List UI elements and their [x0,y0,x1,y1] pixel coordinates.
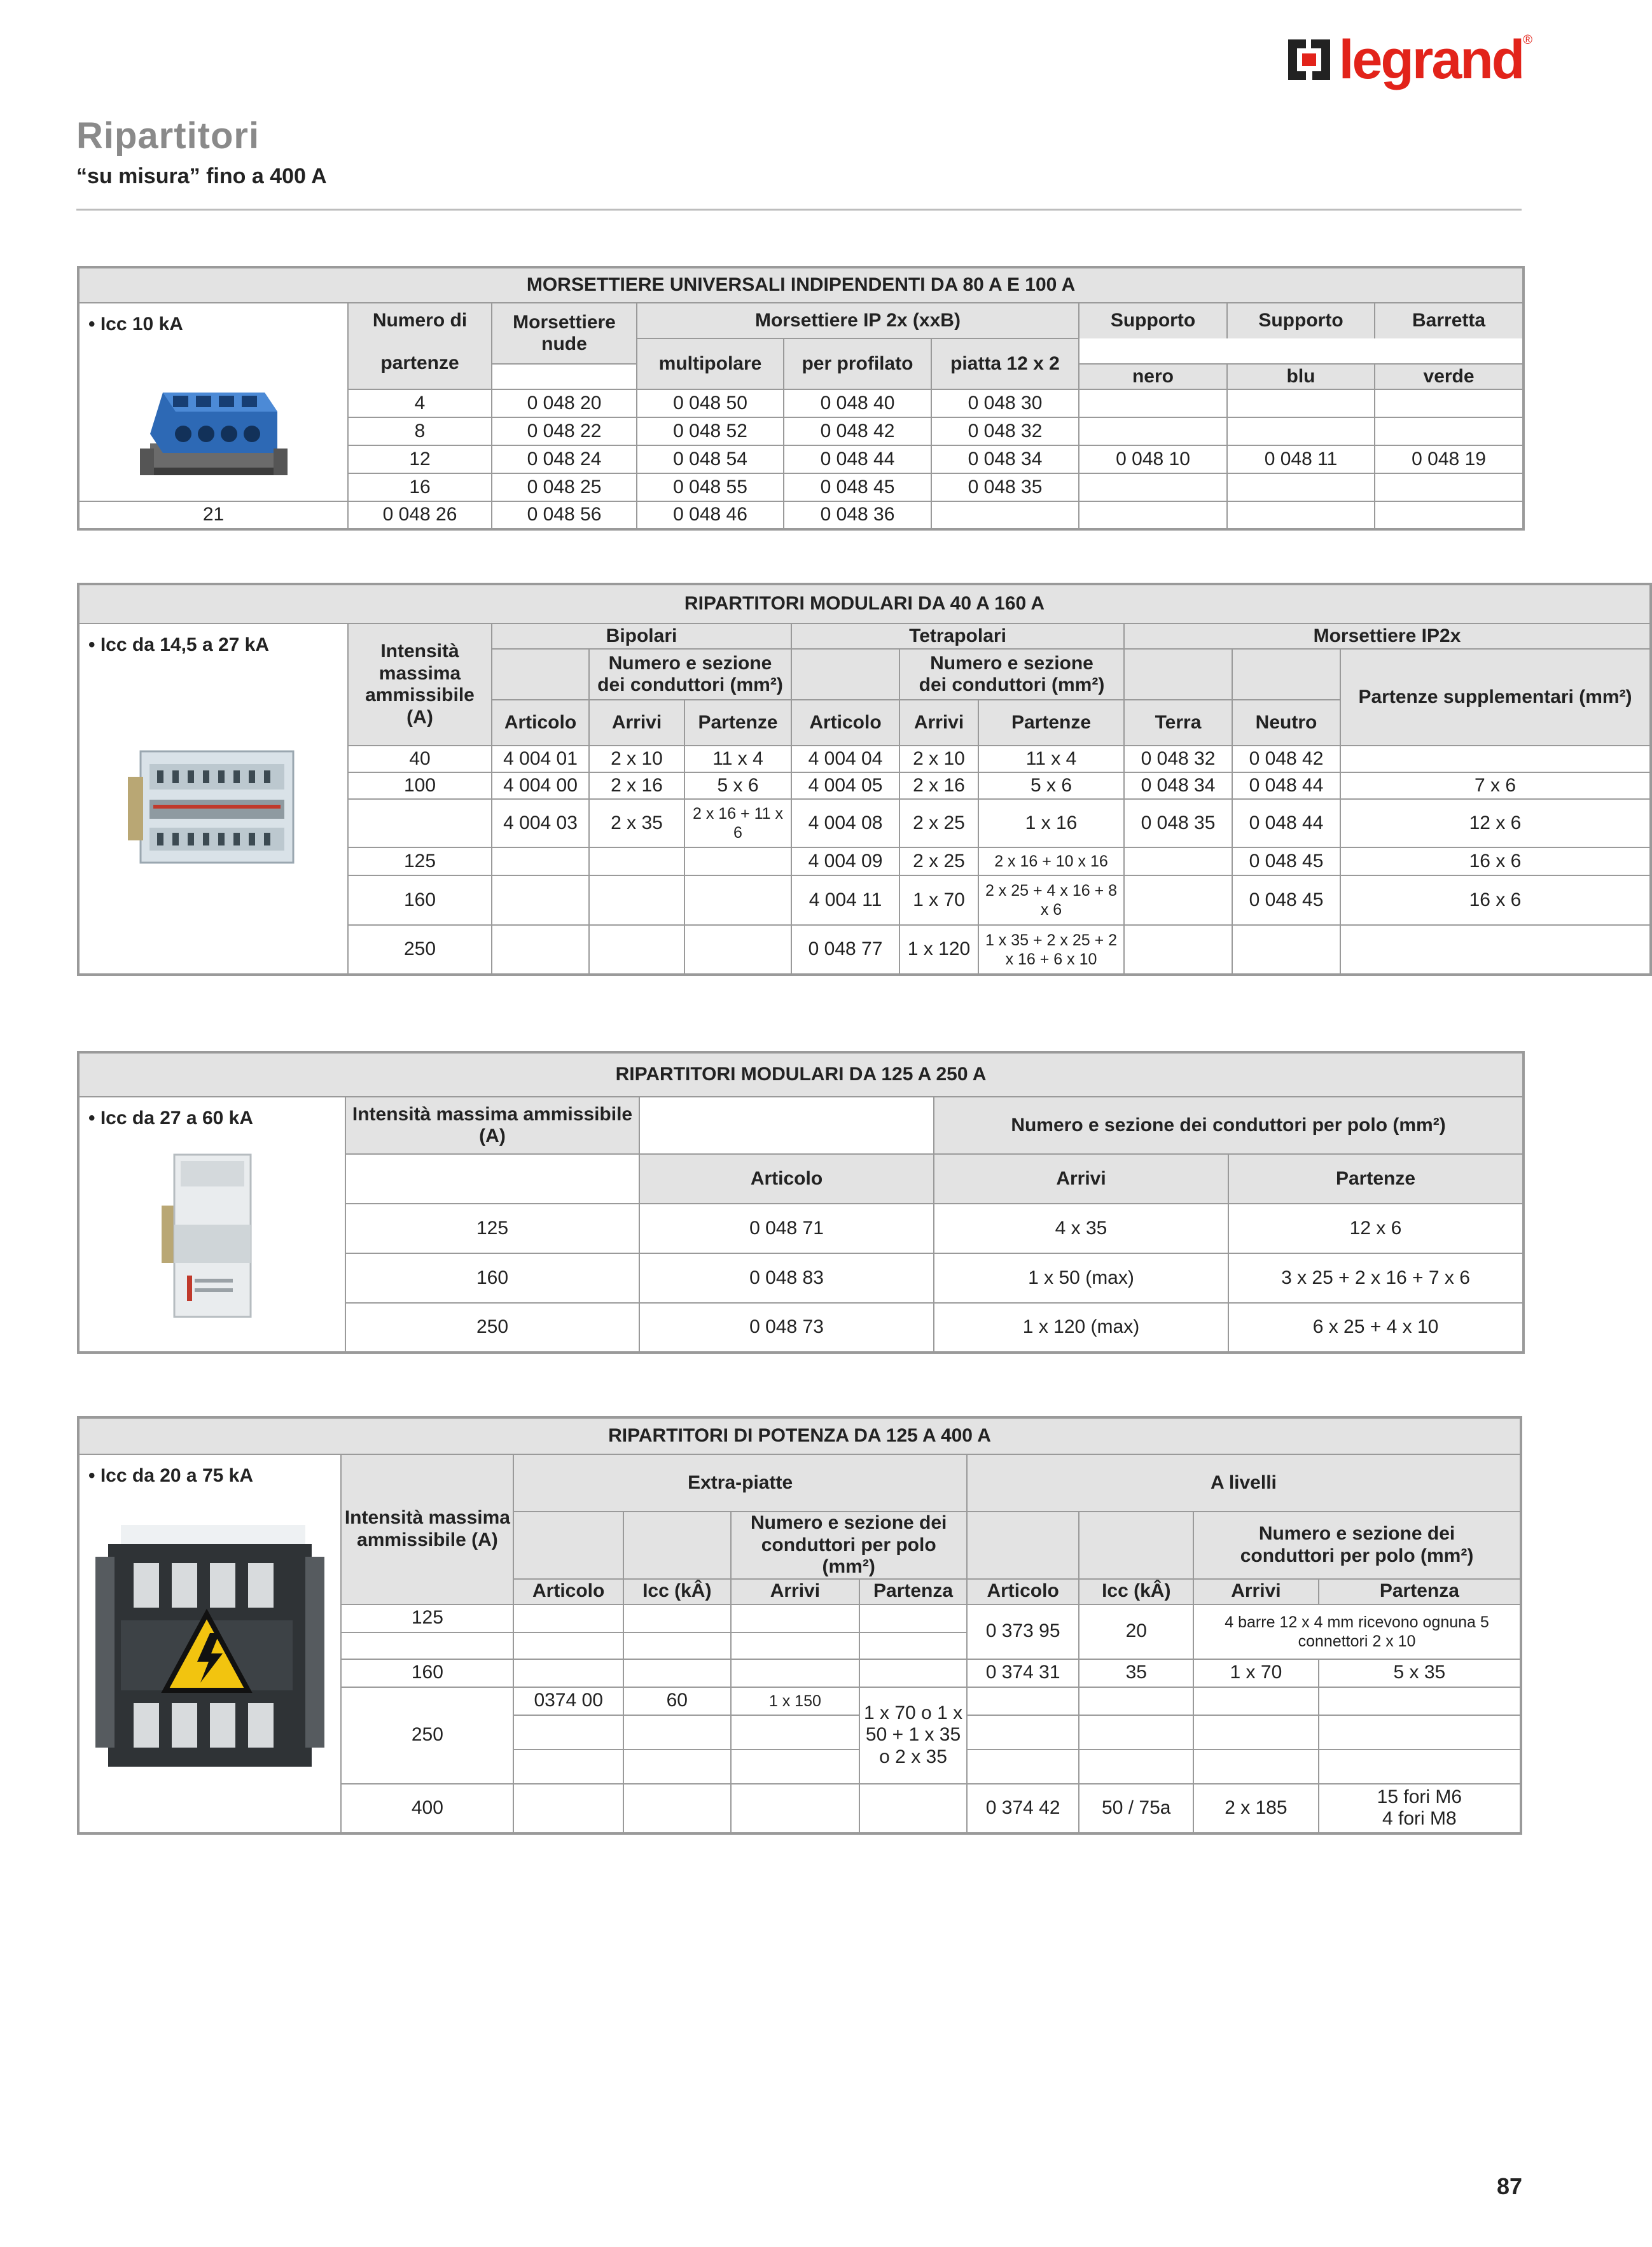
hdr-partenza: Partenza [859,1579,967,1604]
hdr-ip2x: Morsettiere IP 2x (xxB) [637,303,1079,338]
hdr-arrivi: Arrivi [731,1579,860,1604]
table-row: 40 4 004 01 2 x 10 11 x 4 4 004 04 2 x 10 11 x 4 0 048 32 0 048 42 [78,746,1651,772]
partenza-fori: 15 fori M6 4 fori M8 [1319,1784,1521,1833]
table-ripartitori-modulari-125-250 [77,1051,1525,1354]
legrand-wordmark: legrand [1338,29,1524,90]
hdr-articolo: Articolo [513,1579,623,1604]
hdr-blank [623,1512,731,1579]
hdr-blank [791,649,899,700]
table-caption: RIPARTITORI MODULARI DA 125 A 250 A [78,1052,1524,1097]
table-row: 400 0 374 42 50 / 75a 2 x 185 15 fori M6 4 fori M8 [78,1784,1521,1833]
table-row: 12 0 048 24 0 048 54 0 048 44 0 048 34 0 048 10 0 048 11 0 048 19 [78,445,1524,473]
side-cell [78,1097,345,1353]
hdr-partenze: partenze [348,338,492,389]
hdr-blank [492,364,637,389]
hdr-blank [967,1512,1079,1579]
hdr-numero-sezione: Numero e sezione dei conduttori per polo (mm²) [1193,1512,1521,1579]
table-row: 16 0 048 25 0 048 55 0 048 45 0 048 35 [78,473,1524,501]
hdr-supporto-multipolare: Supporto [1079,303,1227,338]
hdr-arrivi: Arrivi [934,1154,1228,1204]
hdr-piatta: piatta 12 x 2 [931,338,1079,389]
registered-mark: ® [1523,33,1532,47]
product-image-modular-distributor [121,739,306,872]
hdr-blank [1079,1512,1193,1579]
hdr-terra: Terra [1124,700,1232,746]
hdr-articolo: Articolo [492,700,589,746]
table-row: 125 0 373 95 20 4 barre 12 x 4 mm ricevono ognuna 5 connettori 2 x 10 [78,1604,1521,1632]
table-caption: RIPARTITORI DI POTENZA DA 125 A 400 A [78,1417,1521,1454]
legrand-logo [1284,29,1532,90]
table-caption: RIPARTITORI MODULARI DA 40 A 160 A [78,584,1651,623]
table-caption: MORSETTIERE UNIVERSALI INDIPENDENTI DA 80 A E 100 A [78,267,1524,303]
side-cell [78,1454,341,1833]
hdr-intensita: Intensità massima ammissibile (A) [348,623,492,746]
table-row: 100 4 004 00 2 x 16 5 x 6 4 004 05 2 x 16 5 x 6 0 048 34 0 048 44 7 x 6 [78,772,1651,799]
hdr-intensita: Intensità massima ammissibile (A) [345,1097,639,1154]
page-subtitle: “su misura” fino a 400 A [76,164,327,188]
hdr-a-livelli: A livelli [967,1454,1521,1512]
hdr-articolo: Articolo [967,1579,1079,1604]
hdr-nero: nero [1079,364,1227,389]
table-row: 4 004 03 2 x 35 2 x 16 + 11 x 6 4 004 08 2 x 25 1 x 16 0 048 35 0 048 44 12 x 6 [78,799,1651,847]
table-row: 250 0374 00 60 1 x 150 1 x 70 o 1 x 50 + 1 x 35 o 2 x 35 [78,1687,1521,1715]
hdr-partenze: Partenze [1228,1154,1524,1204]
hdr-nude: Morsettiere nude [492,303,637,364]
hdr-articolo: Articolo [639,1154,934,1204]
hdr-numero-sezione: Numero e sezione dei conduttori per polo (mm²) [934,1097,1524,1154]
icc-label: • Icc da 27 a 60 kA [88,1108,253,1129]
hdr-morsettiere-ip2x: Morsettiere IP2x [1124,623,1651,649]
hdr-arrivi: Arrivi [589,700,684,746]
legrand-logo-mark-icon [1284,36,1334,84]
table-row: 125 0 048 71 4 x 35 12 x 6 [78,1204,1524,1253]
hdr-extra-piatte: Extra-piatte [513,1454,966,1512]
hdr-blank [492,649,589,700]
hdr-numero-sezione: Numero e sezione dei conduttori (mm²) [899,649,1124,700]
hdr-blank [513,1512,623,1579]
hdr-per-profilato: per profilato [784,338,931,389]
hdr-neutro: Neutro [1232,700,1340,746]
product-image-power-distributor [95,1519,324,1786]
table-morsettiere-universali [77,266,1525,531]
hdr-icc: Icc (kÂ) [1079,1579,1193,1604]
header-divider [76,209,1522,211]
hdr-partenze: Partenze [684,700,791,746]
hdr-articolo: Articolo [791,700,899,746]
icc-label: • Icc da 20 a 75 kA [88,1465,253,1486]
hdr-icc: Icc (kÂ) [623,1579,731,1604]
hdr-blank [345,1154,639,1204]
hdr-supporto-profilato: Supporto [1227,303,1375,338]
table-row: 160 4 004 11 1 x 70 2 x 25 + 4 x 16 + 8 x 6 0 048 45 16 x 6 [78,875,1651,925]
hdr-numero-sezione: Numero e sezione dei conduttori (mm²) [589,649,791,700]
hdr-numero-sezione: Numero e sezione dei conduttori per polo (mm²) [731,1512,967,1579]
icc-label: • Icc da 14,5 a 27 kA [88,634,270,655]
table-row: 4 0 048 20 0 048 50 0 048 40 0 048 30 [78,389,1524,417]
hdr-partenza: Partenza [1319,1579,1521,1604]
hdr-arrivi: Arrivi [899,700,978,746]
page-title: Ripartitori [76,115,260,157]
page-number: 87 [1496,2173,1522,2199]
hdr-multipolare: multipolare [637,338,784,389]
table-row: 250 0 048 77 1 x 120 1 x 35 + 2 x 25 + 2 x 16 + 6 x 10 [78,925,1651,975]
hdr-partenze-supplementari: Partenze supplementari (mm²) [1340,649,1651,746]
table-row: 21 0 048 26 0 048 56 0 048 46 0 048 36 [78,501,1524,529]
hdr-blank [639,1097,934,1154]
hdr-intensita: Intensità massima ammissibile (A) [341,1454,513,1604]
hdr-blu: blu [1227,364,1375,389]
table-row: 160 0 048 83 1 x 50 (max) 3 x 25 + 2 x 16 + 7 x 6 [78,1253,1524,1303]
hdr-bipolari: Bipolari [492,623,791,649]
table-ripartitori-modulari-40-160 [77,583,1652,976]
table-row: 160 0 374 31 35 1 x 70 5 x 35 [78,1659,1521,1687]
table-ripartitori-potenza [77,1416,1522,1835]
side-cell [78,623,348,975]
hdr-arrivi: Arrivi [1193,1579,1319,1604]
table-row: 250 0 048 73 1 x 120 (max) 6 x 25 + 4 x 10 [78,1303,1524,1353]
hdr-blank [1232,649,1340,700]
hdr-verde: verde [1375,364,1524,389]
side-cell [78,303,348,501]
icc-label: • Icc 10 kA [88,314,183,335]
hdr-blank [1124,649,1232,700]
hdr-tetrapolari: Tetrapolari [791,623,1124,649]
product-image-modular-125-250 [155,1148,270,1326]
product-image-blue-terminal [137,373,290,485]
table-row: 125 4 004 09 2 x 25 2 x 16 + 10 x 16 0 048 45 16 x 6 [78,847,1651,875]
table-row: 8 0 048 22 0 048 52 0 048 42 0 048 32 [78,417,1524,445]
hdr-partenze: Partenze [978,700,1124,746]
hdr-numero: Numero di [348,303,492,338]
hdr-barretta: Barretta [1375,303,1524,338]
